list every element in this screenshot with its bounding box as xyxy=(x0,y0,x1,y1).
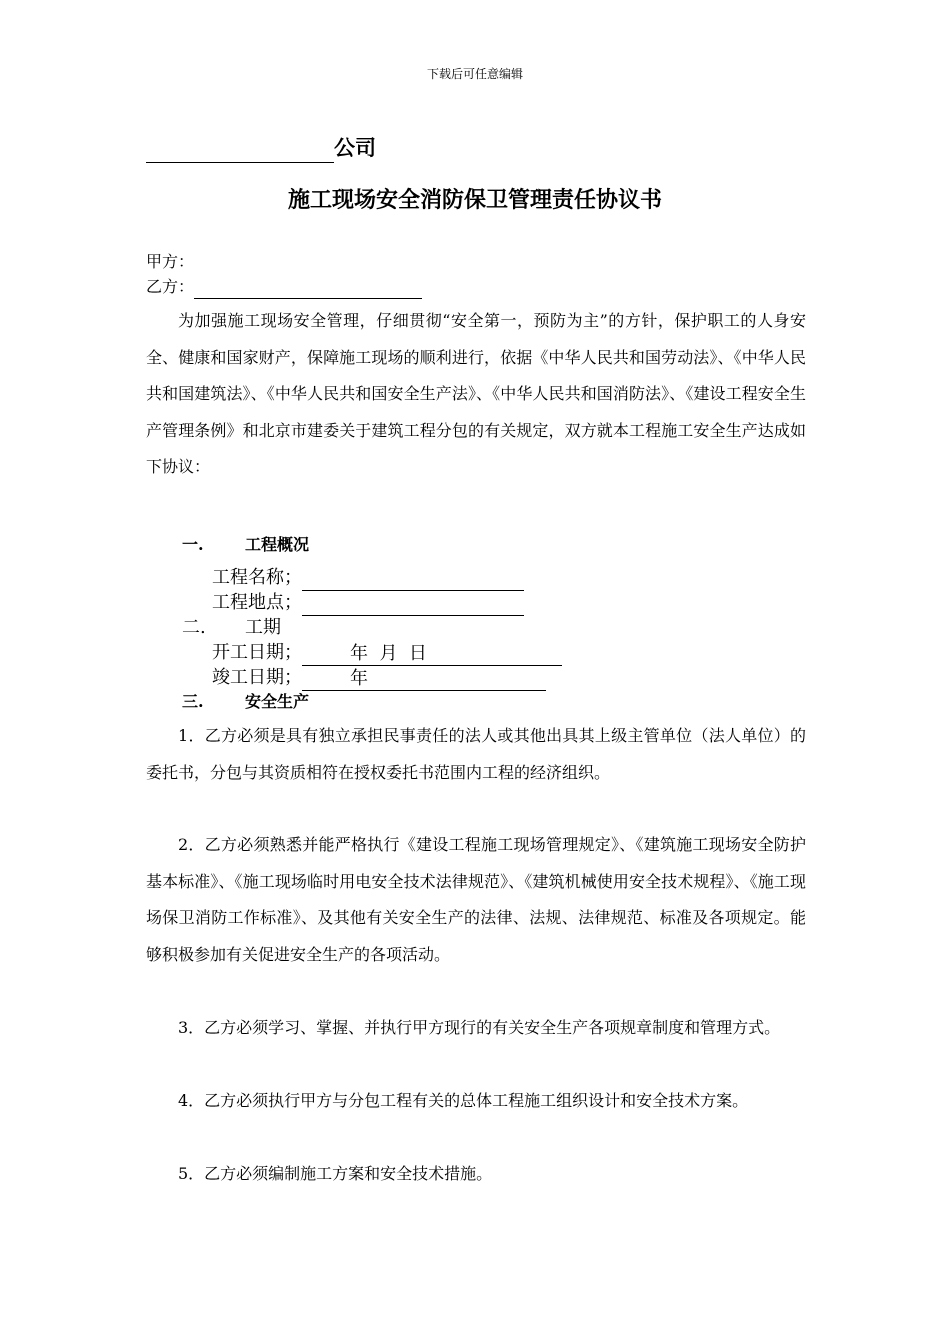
document-title: 施工现场安全消防保卫管理责任协议书 xyxy=(287,187,662,213)
project-location-field xyxy=(212,590,524,616)
project-name-label: 工程名称； xyxy=(212,567,302,588)
end-date-label: 竣工日期； xyxy=(212,667,302,688)
company-line xyxy=(146,133,376,163)
section-one-number: 一. xyxy=(182,535,204,554)
start-date-field xyxy=(212,640,562,666)
start-date-value: 年 月 日 xyxy=(302,643,562,666)
company-name-blank xyxy=(146,138,334,163)
header-note: 下载后可任意编辑 xyxy=(426,67,523,81)
project-name-blank xyxy=(302,567,524,591)
clause-2: 2．乙方必须熟悉并能严格执行《建设工程施工现场管理规定》、《建筑施工现场安全防护基本标准》、《施工现场临时用电安全技术法律规范》、《建筑机械使用安全技术规程》、《施工现场保卫消防工作标准》、及其他有关安全生产的法律、法规、法律规范、标准及各项规定。能够积极参加有关促进安全生产的各项活动。 xyxy=(146,835,806,964)
section-two-number: 二. xyxy=(182,617,206,638)
company-suffix: 公司 xyxy=(334,135,376,160)
party-b-blank xyxy=(194,278,422,299)
clause-5: 5．乙方必须编制施工方案和安全技术措施。 xyxy=(178,1164,493,1183)
section-three-number: 三. xyxy=(182,692,204,711)
party-b-label: 乙方： xyxy=(146,277,195,296)
party-b-line xyxy=(146,275,422,299)
end-date-field xyxy=(212,665,546,691)
project-name-field xyxy=(212,565,524,591)
intro-paragraph: 为加强施工现场安全管理，仔细贯彻“安全第一，预防为主”的方针，保护职工的人身安全、健康和国家财产，保障施工现场的顺利进行，依据《中华人民共和国劳动法》、《中华人民共和国建筑法》、《中华人民共和国安全生产法》、《中华人民共和国消防法》、《建设工程安全生产管理条例》和北京市建委关于建筑工程分包的有关规定，双方就本工程施工安全生产达成如下协议： xyxy=(146,311,806,476)
clause-4: 4．乙方必须执行甲方与分包工程有关的总体工程施工组织设计和安全技术方案。 xyxy=(178,1091,749,1110)
clause-3: 3．乙方必须学习、掌握、并执行甲方现行的有关安全生产各项规章制度和管理方式。 xyxy=(178,1018,781,1037)
section-one-heading: 工程概况 xyxy=(245,535,310,554)
section-three-heading: 安全生产 xyxy=(245,692,310,711)
party-a-line xyxy=(146,250,194,274)
section-two-heading: 工期 xyxy=(245,617,281,638)
project-location-label: 工程地点； xyxy=(212,592,302,613)
project-location-blank xyxy=(302,592,524,616)
end-date-value: 年 xyxy=(302,668,546,691)
party-a-label: 甲方： xyxy=(146,252,195,271)
start-date-label: 开工日期； xyxy=(212,642,302,663)
clause-1: 1．乙方必须是具有独立承担民事责任的法人或其他出具其上级主管单位（法人单位）的委托书，分包与其资质相符在授权委托书范围内工程的经济组织。 xyxy=(146,726,806,782)
